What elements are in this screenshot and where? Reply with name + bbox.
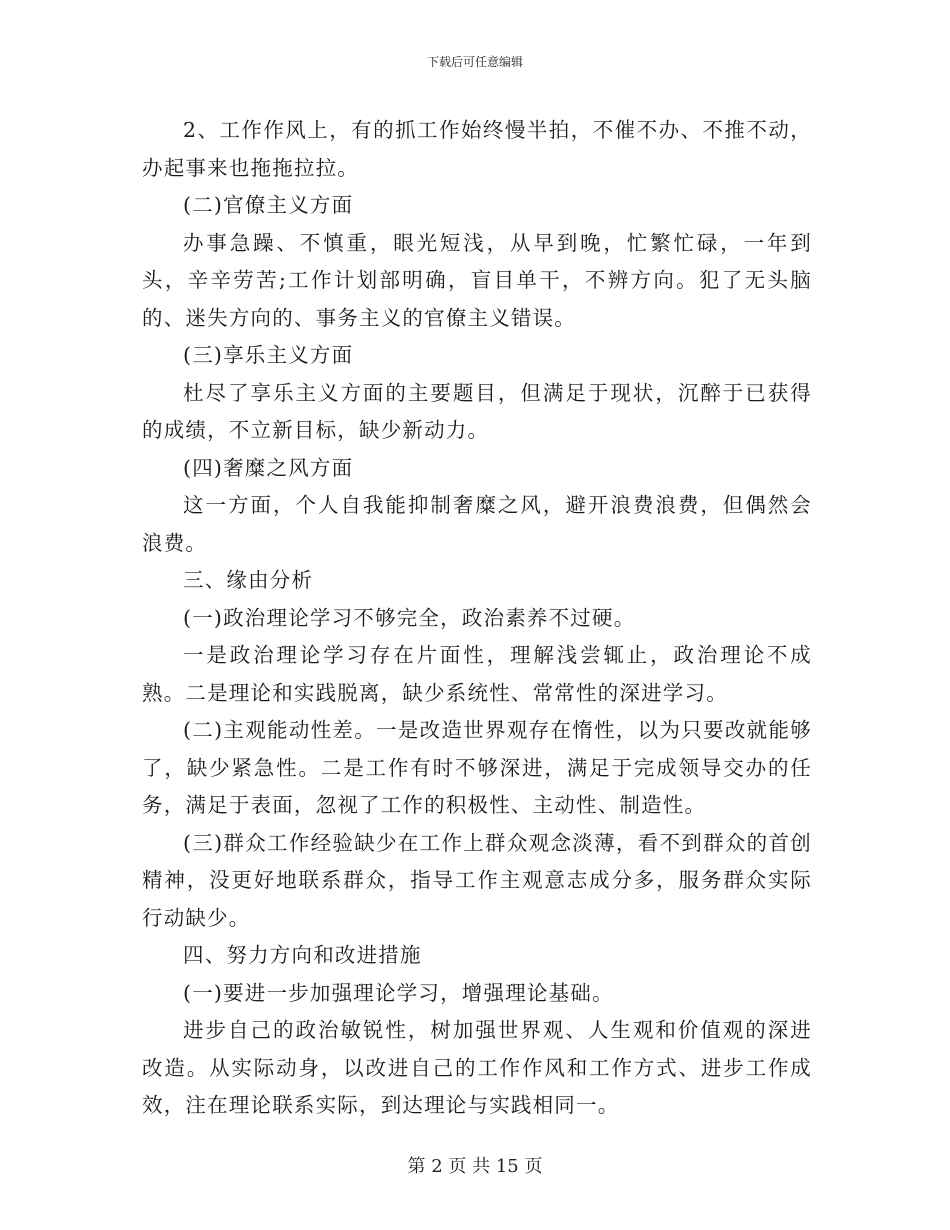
sub-heading: (一)政治理论学习不够完全，政治素养不过硬。 [183, 605, 636, 630]
section-heading: (二)官僚主义方面 [183, 193, 354, 217]
paragraph: 一是政治理论学习存在片面性，理解浅尝辄止，政治理论不成熟。二是理论和实践脱离，缺少系统性、常常性的深进学习。 [142, 643, 812, 705]
page-number-footer: 第 2 页 共 15 页 [407, 1156, 543, 1177]
section-heading: 四、努力方向和改进措施 [183, 943, 422, 967]
section-heading: 三、缘由分析 [183, 568, 314, 592]
section-heading: (三)享乐主义方面 [183, 343, 354, 367]
paragraph: 这一方面，个人自我能抑制奢糜之风，避开浪费浪费，但偶然会浪费。 [142, 493, 812, 555]
paragraph: (二)主观能动性差。一是改造世界观存在惰性，以为只要改就能够了，缺少紧急性。二是工作有时不够深进，满足于完成领导交办的任务，满足于表面，忽视了工作的积极性、主动性、制造性。 [142, 718, 812, 817]
paragraph: 2、工作作风上，有的抓工作始终慢半拍，不催不办、不推不动，办起事来也拖拖拉拉。 [142, 118, 812, 180]
sub-heading: (一)要进一步加强理论学习，增强理论基础。 [183, 980, 614, 1005]
paragraph: 办事急躁、不慎重，眼光短浅，从早到晚，忙繁忙碌，一年到头，辛辛劳苦;工作计划部明确，盲目单干，不辨方向。犯了无头脑的、迷失方向的、事务主义的官僚主义错误。 [142, 230, 812, 330]
paragraph: 杜尽了享乐主义方面的主要题目，但满足于现状，沉醉于已获得的成绩，不立新目标，缺少新动力。 [142, 380, 812, 442]
document-body [142, 112, 812, 1125]
section-heading: (四)奢糜之风方面 [183, 455, 354, 480]
paragraph: (三)群众工作经验缺少在工作上群众观念淡薄，看不到群众的首创精神，没更好地联系群众，指导工作主观意志成分多，服务群众实际行动缺少。 [142, 830, 812, 930]
paragraph: 进步自己的政治敏锐性，树加强世界观、人生观和价值观的深进改造。从实际动身，以改进自己的工作作风和工作方式、进步工作成效，注在理论联系实际，到达理论与实践相同一。 [142, 1018, 812, 1117]
page-header: 下载后可任意编辑 [426, 55, 523, 69]
